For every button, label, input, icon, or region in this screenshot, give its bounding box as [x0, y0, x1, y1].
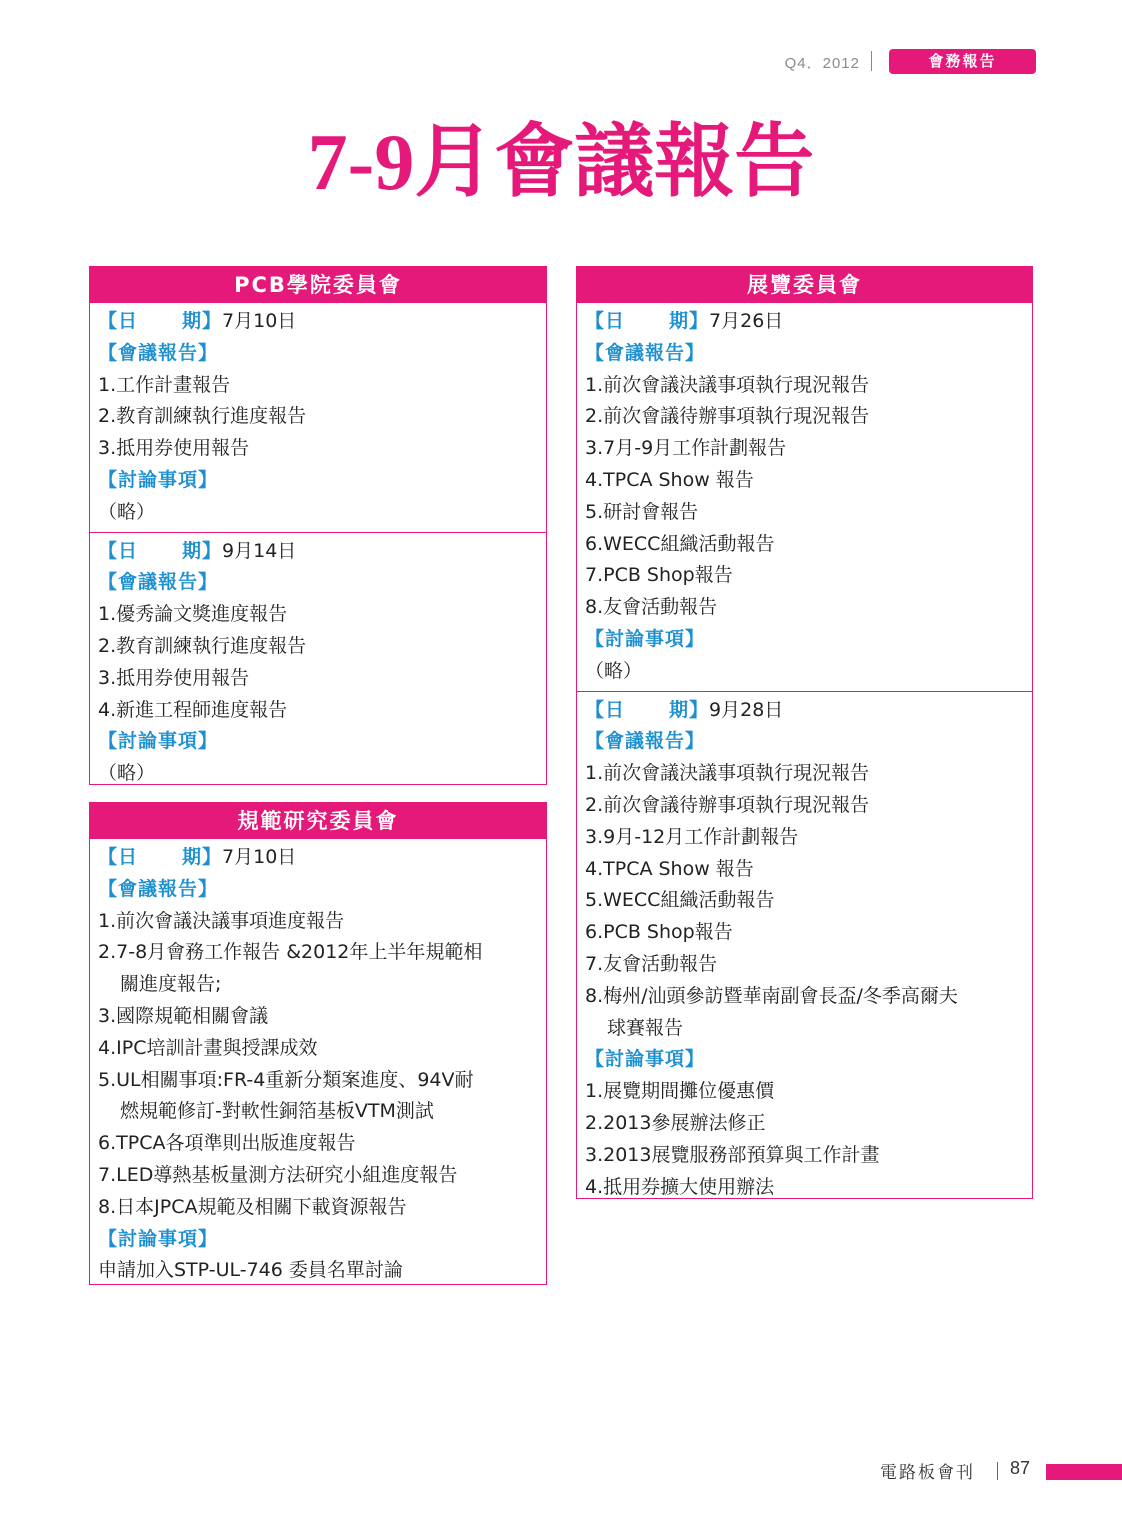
pcb-committee-heading: PCB學院委員會 [90, 267, 546, 303]
list-item: 4.新進工程師進度報告 [98, 698, 288, 721]
list-item-continuation: 球賽報告 [607, 1016, 684, 1039]
list-item: 3.國際規範相關會議 [98, 1004, 269, 1027]
list-item: 4.TPCA Show 報告 [585, 468, 754, 491]
list-item: 3.抵用券使用報告 [98, 666, 250, 689]
report-label: 【會議報告】 [585, 730, 706, 753]
list-item-continuation: 燃規範修訂-對軟性銅箔基板VTM測試 [120, 1100, 434, 1123]
meeting-date: 9月14日 [222, 539, 297, 562]
discussion-text: （略） [98, 762, 156, 785]
spec-meeting-1 [90, 839, 546, 1290]
list-item: 2.教育訓練執行進度報告 [98, 405, 307, 428]
list-item: 6.TPCA各項準則出版進度報告 [98, 1132, 356, 1155]
list-item: 4.IPC培訓計畫與授課成效 [98, 1036, 318, 1059]
report-label: 【會議報告】 [98, 877, 219, 900]
meeting-date: 7月10日 [222, 310, 297, 332]
expo-meeting-2 [577, 691, 1032, 1207]
discussion-item: 2.2013參展辦法修正 [585, 1111, 766, 1134]
list-item: 6.PCB Shop報告 [585, 921, 733, 944]
list-item: 8.梅州/汕頭參訪暨華南副會長盃/冬季高爾夫 [585, 984, 958, 1007]
list-item: 2.教育訓練執行進度報告 [98, 634, 307, 657]
list-item: 1.工作計畫報告 [98, 373, 231, 396]
discussion-label: 【討論事項】 [585, 1048, 706, 1071]
list-item: 1.前次會議決議事項執行現況報告 [585, 373, 870, 396]
page-number: 87 [1010, 1458, 1031, 1478]
meeting-date-row [98, 536, 538, 568]
page-title-text: 月會議報告 [414, 115, 815, 208]
report-label: 【會議報告】 [98, 341, 219, 364]
discussion-label: 【討論事項】 [98, 468, 219, 491]
issue-label: Q4．2012 [784, 55, 860, 72]
header-divider [871, 51, 872, 71]
page-title [0, 112, 1122, 213]
meeting-date-row [585, 306, 1024, 338]
list-item-continuation: 關進度報告; [120, 973, 222, 996]
list-item: 8.日本JPCA規範及相關下載資源報告 [98, 1195, 407, 1218]
list-item: 7.PCB Shop報告 [585, 564, 733, 587]
list-item: 1.前次會議決議事項進度報告 [98, 909, 345, 932]
date-label: 【日 期】 [98, 539, 223, 562]
discussion-item: 3.2013展覽服務部預算與工作計畫 [585, 1143, 880, 1166]
discussion-text: （略） [585, 659, 643, 682]
report-label: 【會議報告】 [98, 571, 219, 594]
list-item: 3.抵用券使用報告 [98, 437, 250, 460]
list-item: 4.TPCA Show 報告 [585, 857, 754, 880]
list-item: 5.UL相關事項:FR-4重新分類案進度、94V耐 [98, 1068, 474, 1091]
discussion-text: 申請加入STP-UL-746 委員名單討論 [98, 1259, 403, 1282]
expo-meeting-1 [577, 303, 1032, 691]
list-item: 2.前次會議待辦事項執行現況報告 [585, 793, 870, 816]
date-label: 【日 期】 [585, 698, 710, 721]
spec-committee-heading: 規範研究委員會 [90, 803, 546, 839]
list-item: 2.前次會議待辦事項執行現況報告 [585, 405, 870, 428]
meeting-date: 7月26日 [709, 310, 784, 332]
list-item: 7.LED導熱基板量測方法研究小組進度報告 [98, 1163, 458, 1186]
date-label: 【日 期】 [98, 310, 223, 332]
page-title-number: 7-9 [307, 119, 415, 207]
expo-committee-heading: 展覽委員會 [577, 267, 1032, 303]
spec-committee-box [89, 802, 547, 1285]
discussion-label: 【討論事項】 [98, 1227, 219, 1250]
expo-committee-box [576, 266, 1033, 1199]
footer-accent-bar [1046, 1464, 1122, 1480]
list-item: 7.友會活動報告 [585, 952, 718, 975]
discussion-item: 4.抵用券擴大使用辦法 [585, 1175, 775, 1198]
list-item: 2.7-8月會務工作報告 &2012年上半年規範相 [98, 941, 483, 964]
meeting-date: 7月10日 [222, 846, 297, 868]
publication-name: 電路板會刊 [880, 1463, 975, 1483]
pcb-committee-box [89, 266, 547, 785]
pcb-meeting-2 [90, 532, 546, 793]
list-item: 5.WECC組織活動報告 [585, 889, 775, 912]
pcb-meeting-1 [90, 303, 546, 532]
report-label: 【會議報告】 [585, 341, 706, 364]
list-item: 5.研討會報告 [585, 500, 699, 523]
meeting-date: 9月28日 [709, 698, 784, 721]
footer-divider [997, 1462, 998, 1480]
list-item: 6.WECC組織活動報告 [585, 532, 775, 555]
discussion-label: 【討論事項】 [585, 627, 706, 650]
meeting-date-row [585, 695, 1024, 727]
discussion-label: 【討論事項】 [98, 730, 219, 753]
list-item: 1.優秀論文獎進度報告 [98, 603, 288, 626]
date-label: 【日 期】 [585, 310, 710, 332]
discussion-text: （略） [98, 500, 156, 523]
list-item: 3.7月-9月工作計劃報告 [585, 437, 787, 460]
list-item: 1.前次會議決議事項執行現況報告 [585, 762, 870, 785]
meeting-date-row [98, 842, 538, 874]
date-label: 【日 期】 [98, 846, 223, 868]
meeting-date-row [98, 306, 538, 338]
list-item: 3.9月-12月工作計劃報告 [585, 825, 799, 848]
section-tag: 會務報告 [889, 49, 1036, 74]
list-item: 8.友會活動報告 [585, 596, 718, 619]
discussion-item: 1.展覽期間攤位優惠價 [585, 1080, 775, 1103]
